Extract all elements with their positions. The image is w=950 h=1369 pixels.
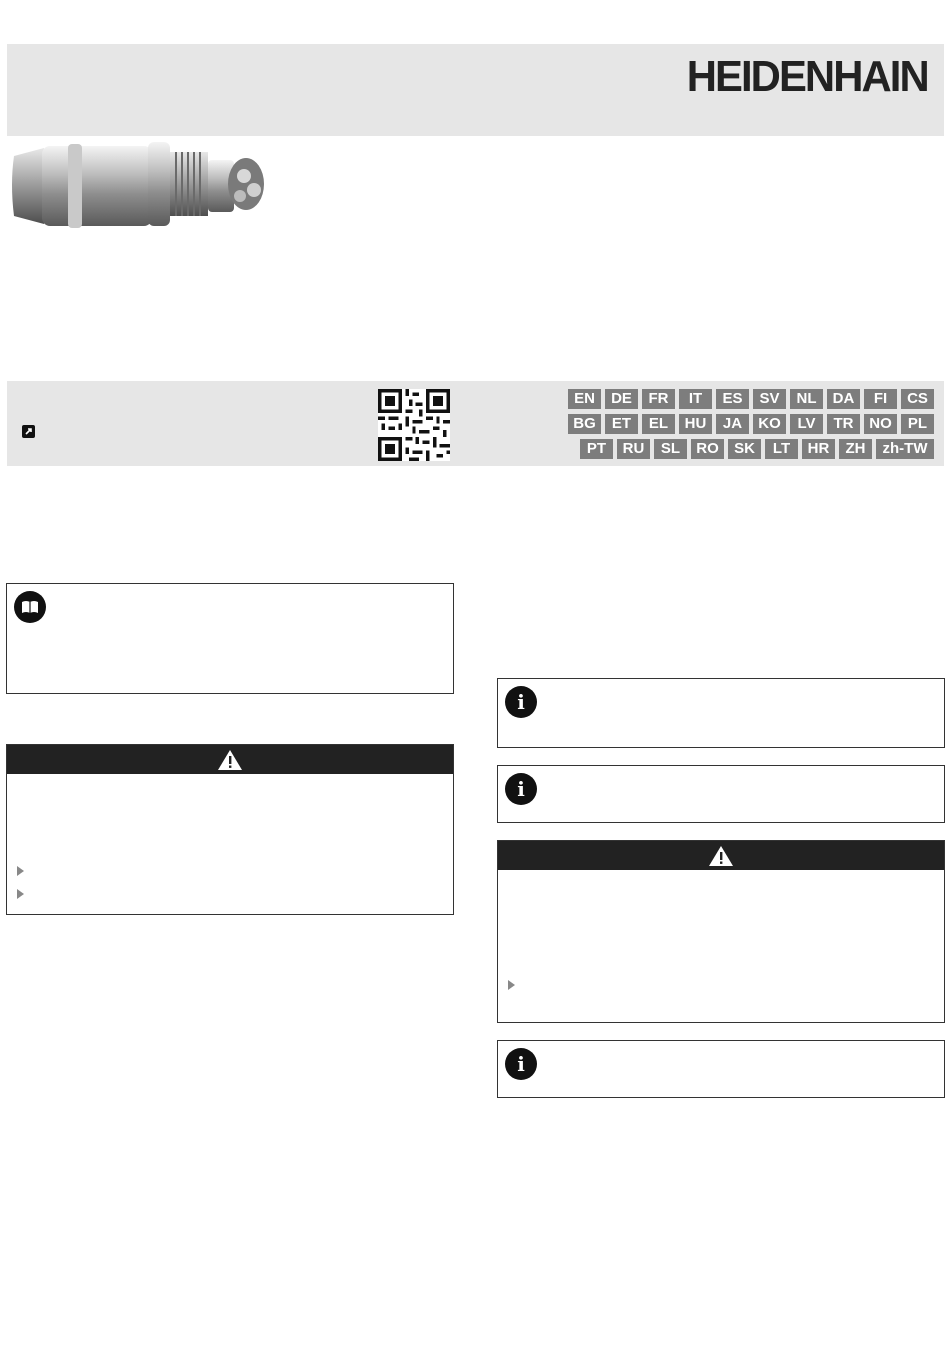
lang-hr[interactable]: HR xyxy=(802,439,835,459)
connector-product-image xyxy=(8,138,270,230)
language-row-3 xyxy=(580,439,934,459)
lang-el[interactable]: EL xyxy=(642,414,675,434)
lang-en[interactable]: EN xyxy=(568,389,601,409)
external-link-icon[interactable] xyxy=(22,425,35,438)
lang-zh[interactable]: ZH xyxy=(839,439,872,459)
lang-lv[interactable]: LV xyxy=(790,414,823,434)
warning-triangle-icon xyxy=(708,845,734,867)
lang-ru[interactable]: RU xyxy=(617,439,650,459)
lang-fi[interactable]: FI xyxy=(864,389,897,409)
lang-hu[interactable]: HU xyxy=(679,414,712,434)
lang-sl[interactable]: SL xyxy=(654,439,687,459)
info-icon: i xyxy=(505,773,537,805)
lang-de[interactable]: DE xyxy=(605,389,638,409)
book-icon xyxy=(14,591,46,623)
manual-note-box xyxy=(6,583,454,694)
warning-header-bar xyxy=(498,841,944,870)
lang-da[interactable]: DA xyxy=(827,389,860,409)
lang-es[interactable]: ES xyxy=(716,389,749,409)
lang-ja[interactable]: JA xyxy=(716,414,749,434)
lang-sk[interactable]: SK xyxy=(728,439,761,459)
lang-zh-tw[interactable]: zh-TW xyxy=(876,439,934,459)
lang-ko[interactable]: KO xyxy=(753,414,786,434)
arrow-bullet-icon xyxy=(17,866,24,876)
lang-pt[interactable]: PT xyxy=(580,439,613,459)
info-box-3 xyxy=(497,1040,945,1098)
lang-pl[interactable]: PL xyxy=(901,414,934,434)
language-row-2 xyxy=(568,414,934,434)
info-icon: i xyxy=(505,1048,537,1080)
info-box-2 xyxy=(497,765,945,823)
arrow-bullet-icon xyxy=(508,980,515,990)
lang-cs[interactable]: CS xyxy=(901,389,934,409)
warning-box-right xyxy=(497,840,945,1023)
lang-bg[interactable]: BG xyxy=(568,414,601,434)
lang-no[interactable]: NO xyxy=(864,414,897,434)
info-box-1 xyxy=(497,678,945,748)
language-row-1 xyxy=(568,389,934,409)
warning-header-bar xyxy=(7,745,453,774)
qr-code xyxy=(378,389,450,461)
lang-fr[interactable]: FR xyxy=(642,389,675,409)
lang-sv[interactable]: SV xyxy=(753,389,786,409)
lang-et[interactable]: ET xyxy=(605,414,638,434)
lang-lt[interactable]: LT xyxy=(765,439,798,459)
warning-box-left xyxy=(6,744,454,915)
lang-tr[interactable]: TR xyxy=(827,414,860,434)
info-icon: i xyxy=(505,686,537,718)
arrow-bullet-icon xyxy=(17,889,24,899)
brand-logo: HEIDENHAIN xyxy=(686,52,928,101)
lang-ro[interactable]: RO xyxy=(691,439,724,459)
warning-triangle-icon xyxy=(217,749,243,771)
lang-nl[interactable]: NL xyxy=(790,389,823,409)
lang-it[interactable]: IT xyxy=(679,389,712,409)
